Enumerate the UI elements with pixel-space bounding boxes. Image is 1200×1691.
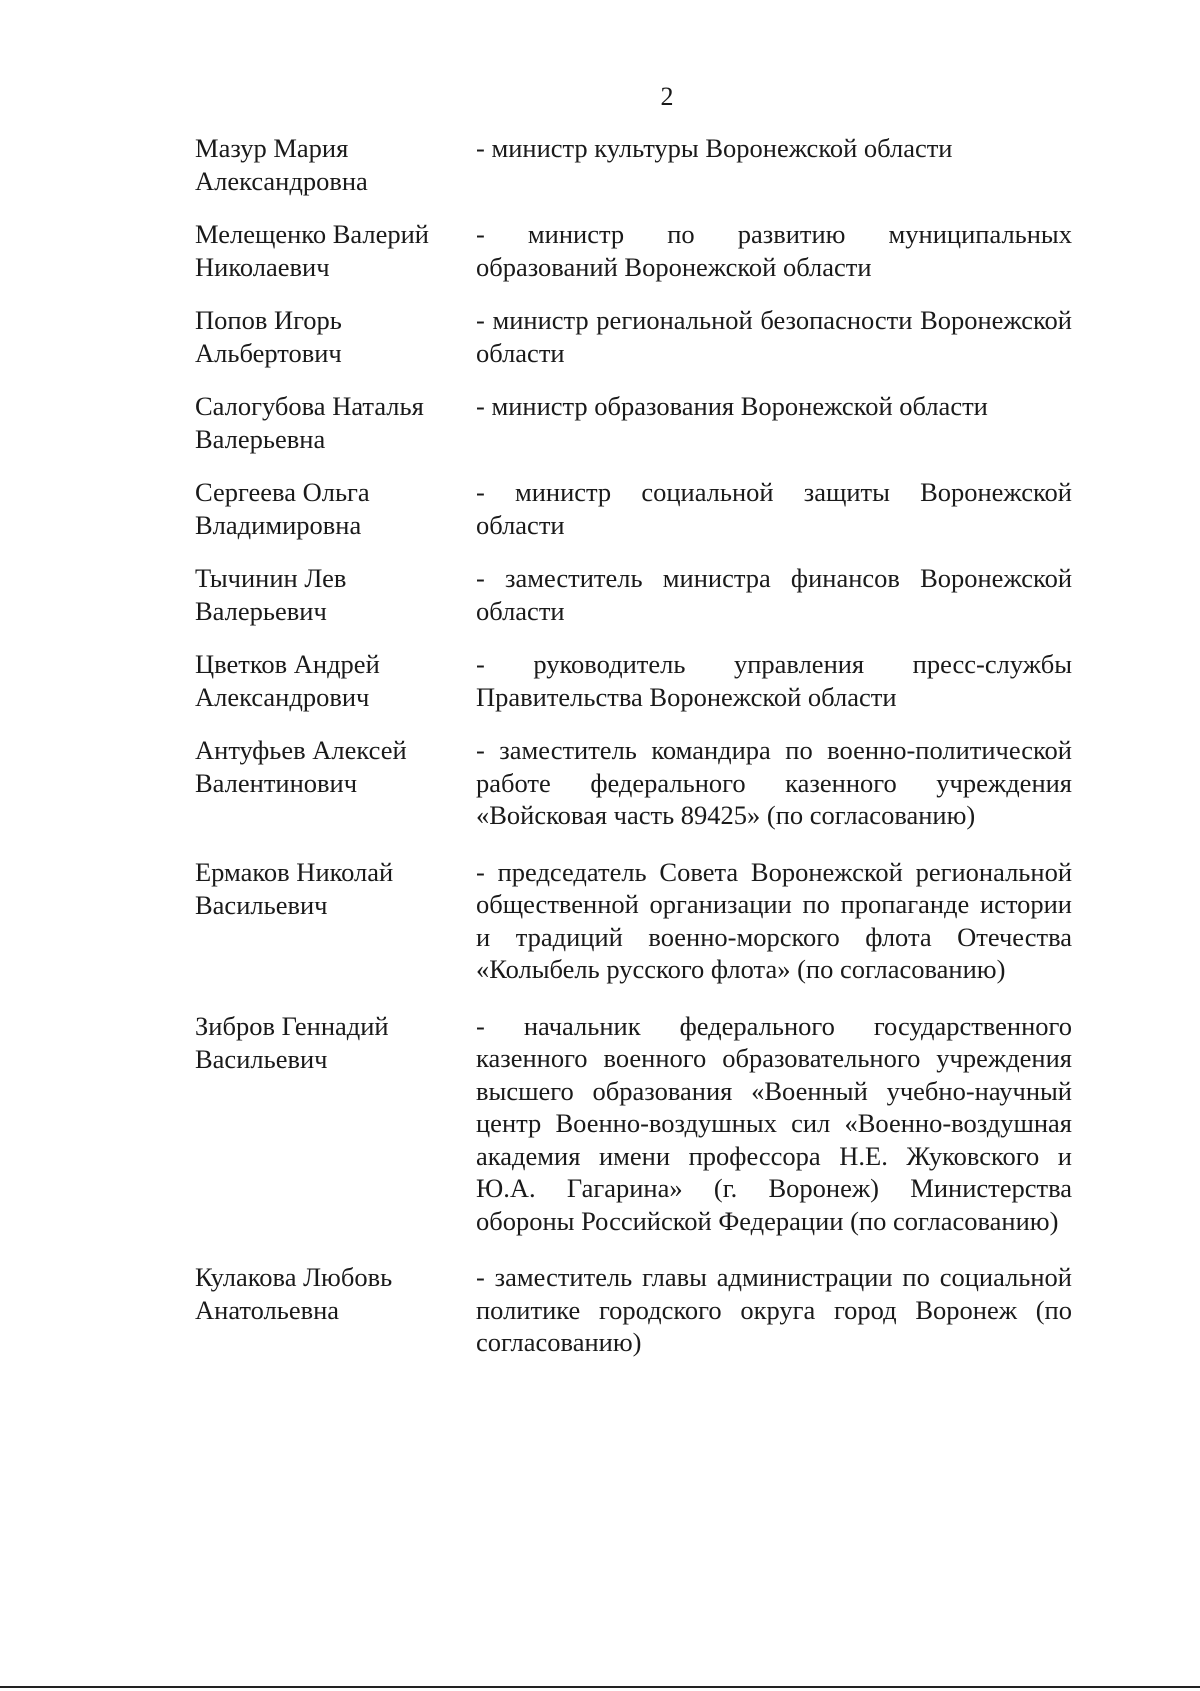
- list-item: [195, 218, 1072, 284]
- member-name: [195, 562, 476, 628]
- member-name: [195, 304, 476, 370]
- member-surname-first: Салогубова Наталья: [195, 391, 424, 421]
- member-role: - заместитель командира по военно-политической работе федерального казенного учреждения «Войсковая часть 89425» (по согласованию): [476, 735, 1072, 830]
- member-surname-first: Цветков Андрей: [195, 649, 380, 679]
- member-patronymic: Васильевич: [195, 1043, 328, 1074]
- page-number: 2: [660, 82, 674, 111]
- member-patronymic: Николаевич: [195, 252, 330, 282]
- member-surname-first: Зибров Геннадий: [195, 1010, 389, 1041]
- member-surname-first: Кулакова Любовь: [195, 1262, 393, 1292]
- member-surname-first: Ермаков Николай: [195, 856, 394, 887]
- member-name: [195, 734, 476, 800]
- member-patronymic: Валентинович: [195, 768, 358, 798]
- member-role: - заместитель главы администрации по социальной политике городского округа город Воронеж (по согласованию): [476, 1262, 1072, 1357]
- member-role: - министр образования Воронежской области: [476, 391, 988, 421]
- member-patronymic: Валерьевич: [195, 596, 327, 626]
- member-role: - министр региональной безопасности Воронежской области: [476, 305, 1072, 368]
- member-patronymic: Валерьевна: [195, 424, 326, 454]
- member-surname-first: Сергеева Ольга: [195, 477, 370, 507]
- member-name: [195, 476, 476, 542]
- list-item: [195, 1010, 1072, 1238]
- member-role: - министр культуры Воронежской области: [476, 133, 953, 163]
- members-list: [195, 132, 1072, 1359]
- member-surname-first: Мелещенко Валерий: [195, 219, 429, 249]
- list-item: [195, 390, 1072, 456]
- member-patronymic: Васильевич: [195, 889, 328, 920]
- member-patronymic: Анатольевна: [195, 1295, 340, 1325]
- list-item: [195, 562, 1072, 628]
- list-item: [195, 476, 1072, 542]
- list-item: [195, 304, 1072, 370]
- member-name: [195, 648, 476, 714]
- list-item: [195, 856, 1072, 986]
- member-name: [195, 1010, 476, 1076]
- list-item: [195, 648, 1072, 714]
- member-patronymic: Александрович: [195, 682, 370, 712]
- member-name: [195, 390, 476, 456]
- member-patronymic: Альбертович: [195, 338, 342, 368]
- member-name: [195, 1261, 476, 1327]
- member-role: - заместитель министра финансов Воронежской области: [476, 563, 1072, 626]
- list-item: [195, 734, 1072, 832]
- member-role: - министр социальной защиты Воронежской области: [476, 477, 1072, 540]
- member-role: - председатель Совета Воронежской региональной общественной организации по пропаганде истории и традиций военно-морского флота Отечества «Колыбель русского флота» (по согласованию): [476, 856, 1072, 984]
- member-role: - руководитель управления пресс-службы Правительства Воронежской области: [476, 649, 1072, 712]
- list-item: [195, 132, 1072, 198]
- member-name: [195, 218, 476, 284]
- member-surname-first: Попов Игорь: [195, 305, 342, 335]
- bottom-edge-line: [0, 1686, 1200, 1688]
- member-role: - министр по развитию муниципальных образований Воронежской области: [476, 219, 1072, 282]
- member-name: [195, 132, 476, 198]
- list-item: [195, 1261, 1072, 1359]
- member-surname-first: Антуфьев Алексей: [195, 735, 407, 765]
- member-role: - начальник федерального государственного казенного военного образовательного учреждения высшего образования «Военный учебно-научный центр Военно-воздушных сил «Военно-воздушная академия имени профессора Н.Е. Жуковского и Ю.А. Гагарина» (г. Воронеж) Министерства обороны Российской Федерации (по согласованию): [476, 1010, 1072, 1236]
- member-surname-first: Тычинин Лев: [195, 563, 347, 593]
- member-patronymic: Александровна: [195, 166, 368, 196]
- member-name: [195, 856, 476, 922]
- member-surname-first: Мазур Мария: [195, 133, 349, 163]
- member-patronymic: Владимировна: [195, 510, 362, 540]
